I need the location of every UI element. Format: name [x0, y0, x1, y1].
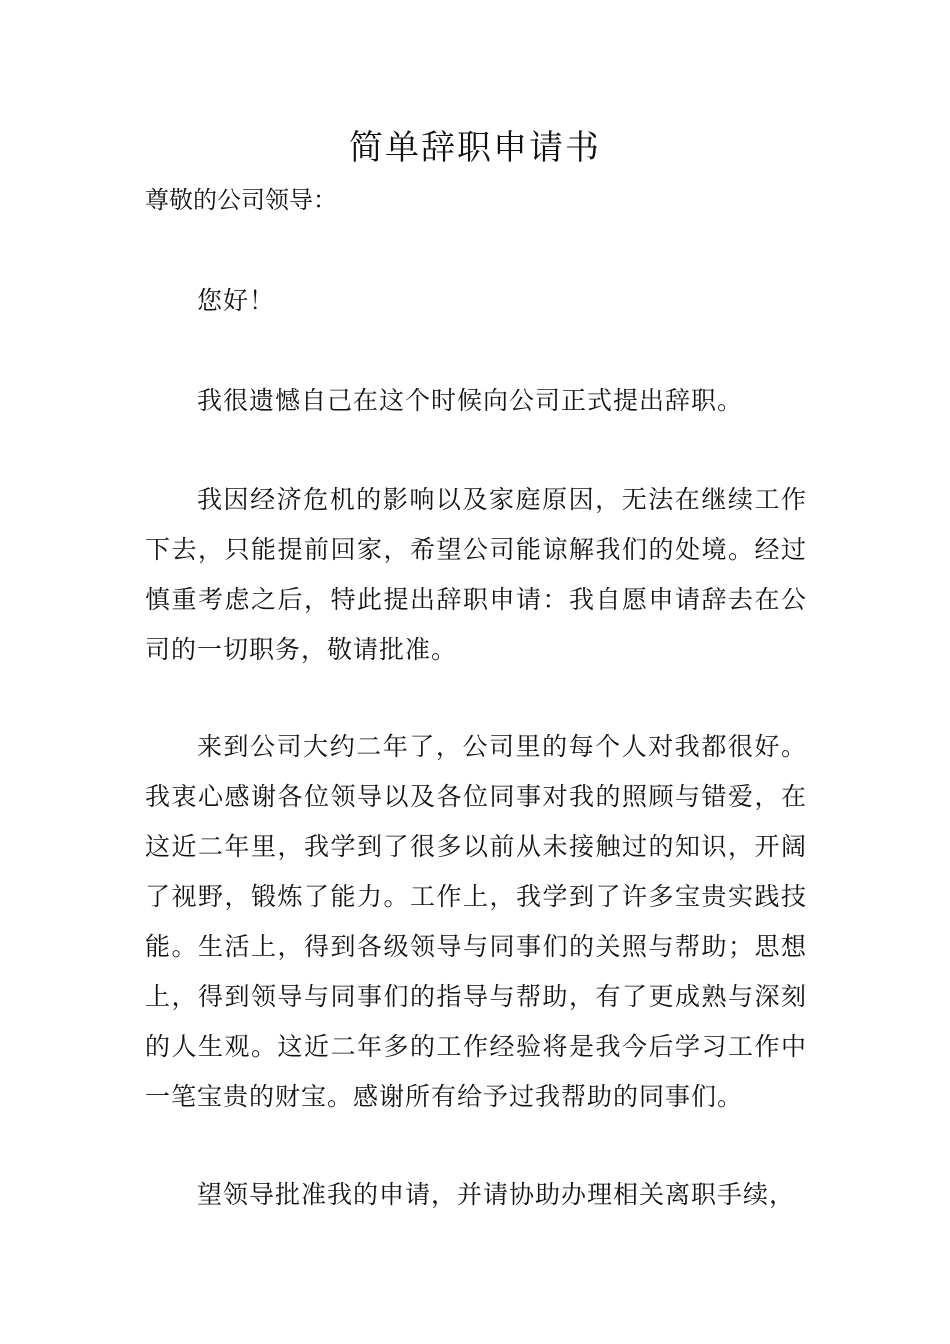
paragraph-greeting: 您好！	[197, 286, 276, 315]
document-title: 简单辞职申请书	[349, 128, 601, 168]
salutation: 尊敬的公司领导：	[145, 186, 337, 214]
paragraph-resignation-notice: 我很遗憾自己在这个时候向公司正式提出辞职。	[197, 386, 744, 415]
paragraph-reason: 我因经济危机的影响以及家庭原因，无法在继续工作下去，只能提前回家，希望公司能谅解我们的处境。经过慎重考虑之后，特此提出辞职申请：我自愿申请辞去在公司的一切职务，敬请批准。	[145, 485, 807, 664]
paragraph-gratitude: 来到公司大约二年了，公司里的每个人对我都很好。我衷心感谢各位领导以及各位同事对我的照顾与错爱，在这近二年里，我学到了很多以前从未接触过的知识，开阔了视野，锻炼了能力。工作上，我学到了许多宝贵实践技能。生活上，得到各级领导与同事们的关照与帮助；思想上，得到领导与同事们的指导与帮助，有了更成熟与深刻的人生观。这近二年多的工作经验将是我今后学习工作中一笔宝贵的财宝。感谢所有给予过我帮助的同事们。	[145, 732, 807, 1111]
paragraph-request: 望领导批准我的申请，并请协助办理相关离职手续，	[197, 1180, 796, 1209]
